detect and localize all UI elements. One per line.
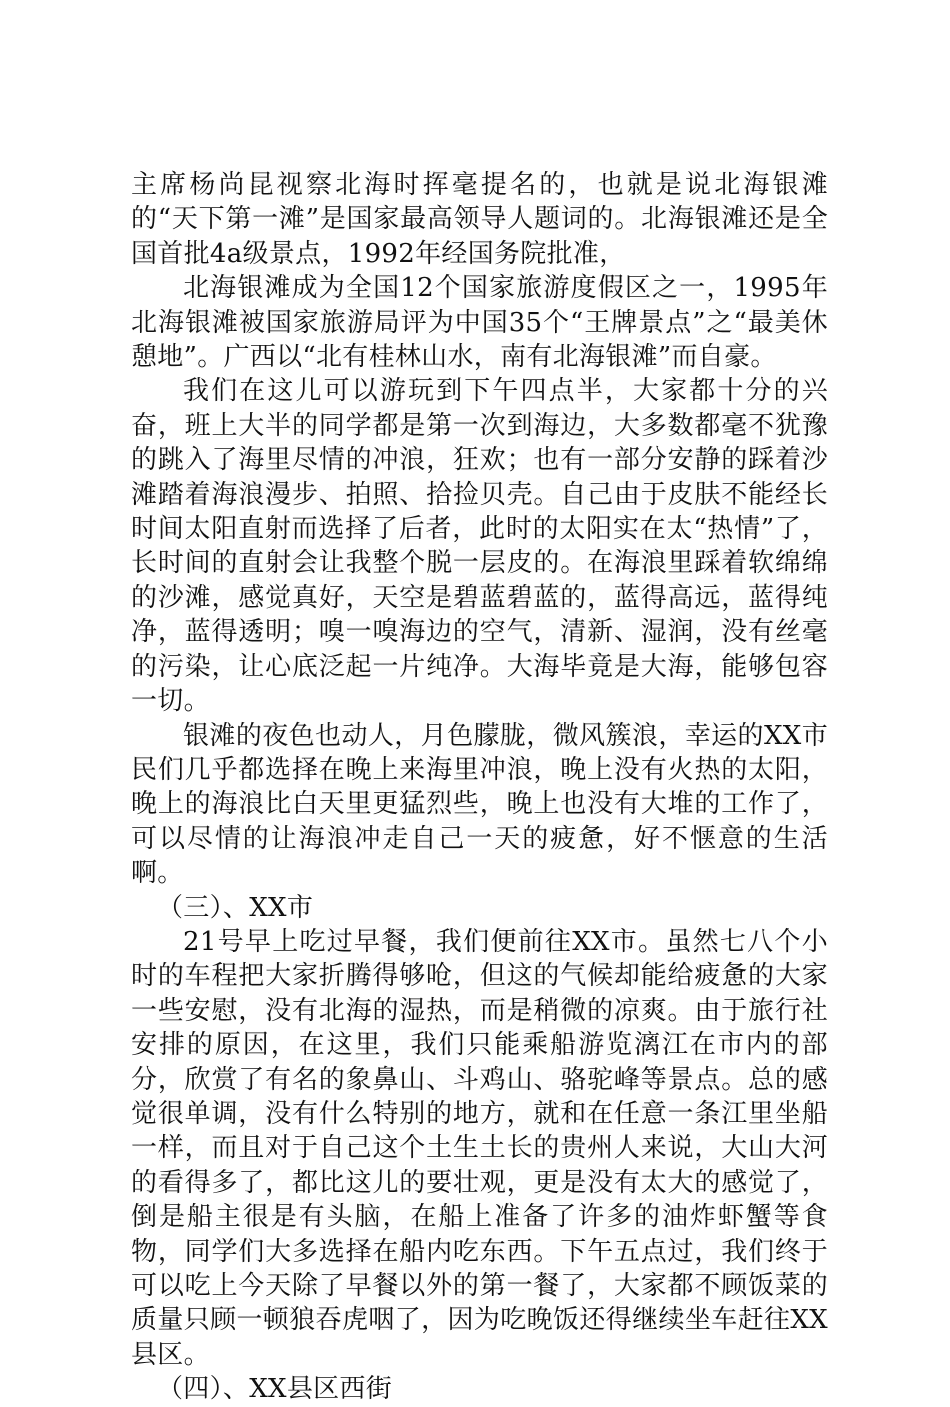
paragraph-beihai-resort: 北海银滩成为全国12个国家旅游度假区之一，1995年北海银滩被国家旅游局评为中国35个“王牌景点”之“最美休憩地”。广西以“北有桂林山水，南有北海银滩”而自豪。 [131, 273, 828, 373]
section-heading-3: （三）、XX市 [157, 892, 314, 923]
document-body [131, 168, 828, 1407]
paragraph-continuation: 主席杨尚昆视察北海时挥毫提名的，也就是说北海银滩的“天下第一滩”是国家最高领导人题词的。北海银滩还是全国首批4a级景点，1992年经国务院批准， [131, 170, 828, 269]
section-heading-4: （四）、XX县区西街 [157, 1374, 393, 1405]
paragraph-beach-night: 银滩的夜色也动人，月色朦胧，微风簇浪，幸运的XX市民们几乎都选择在晚上来海里冲浪，晚上没有火热的太阳，晚上的海浪比白天里更猛烈些，晚上也没有大堆的工作了，可以尽情的让海浪冲走自己一天的疲惫，好不惬意的生活啊。 [131, 720, 828, 889]
paragraph-city-trip: 21号早上吃过早餐，我们便前往XX市。虽然七八个小时的车程把大家折腾得够呛，但这的气候却能给疲惫的大家一些安慰，没有北海的湿热，而是稍微的凉爽。由于旅行社安排的原因，在这里，我们只能乘船游览漓江在市内的部分，欣赏了有名的象鼻山、斗鸡山、骆驼峰等景点。总的感觉很单调，没有什么特别的地方，就和在任意一条江里坐船一样，而且对于自己这个土生土长的贵州人来说，大山大河的看得多了，都比这儿的要壮观，更是没有太大的感觉了，倒是船主很是有头脑，在船上准备了许多的油炸虾蟹等食物，同学们大多选择在船内吃东西。下午五点过，我们终于可以吃上今天除了早餐以外的第一餐了，大家都不顾饭菜的质量只顾一顿狼吞虎咽了，因为吃晚饭还得继续坐车赶往XX县区。 [131, 926, 828, 1370]
paragraph-beach-play: 我们在这儿可以游玩到下午四点半，大家都十分的兴奋，班上大半的同学都是第一次到海边，大多数都毫不犹豫的跳入了海里尽情的冲浪，狂欢；也有一部分安静的踩着沙滩踏着海浪漫步、拍照、拾捡贝壳。自己由于皮肤不能经长时间太阳直射而选择了后者，此时的太阳实在太“热情”了，长时间的直射会让我整个脱一层皮的。在海浪里踩着软绵绵的沙滩，感觉真好，天空是碧蓝碧蓝的，蓝得高远，蓝得纯净，蓝得透明；嗅一嗅海边的空气，清新、湿润，没有丝毫的污染，让心底泛起一片纯净。大海毕竟是大海，能够包容一切。 [131, 376, 828, 717]
